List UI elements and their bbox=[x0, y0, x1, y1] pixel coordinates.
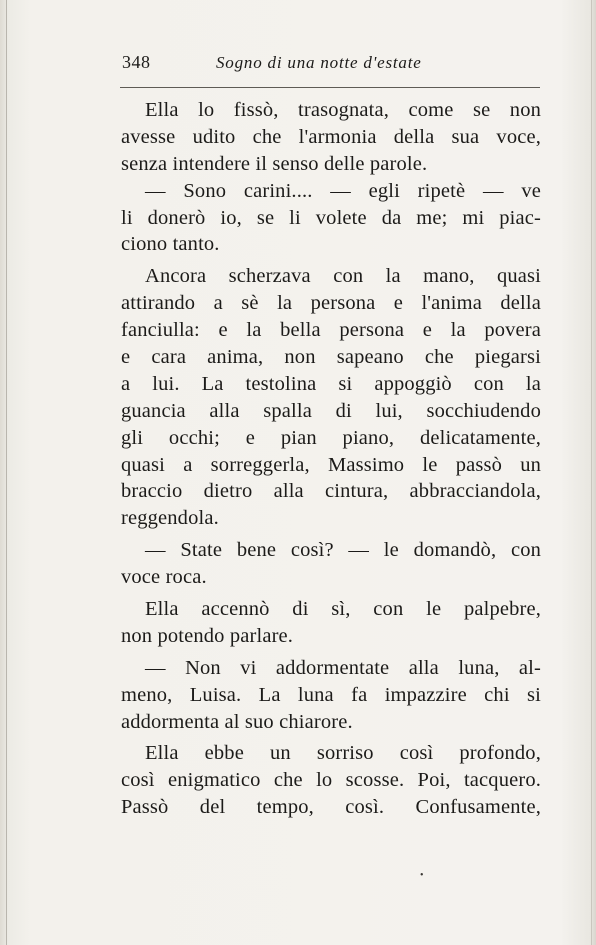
running-title: Sogno di una notte d'estate bbox=[216, 53, 422, 72]
text-line: così enigmatico che lo scosse. Poi, tacquero. bbox=[121, 769, 541, 792]
text-line: voce roca. bbox=[121, 566, 207, 589]
header-rule bbox=[120, 87, 540, 88]
text-line: non potendo parlare. bbox=[121, 624, 294, 647]
text-line: a lui. La testolina si appoggiò con la bbox=[121, 372, 541, 395]
text-line: Ancora scherzava con la mano, quasi bbox=[145, 265, 541, 288]
text-line: gli occhi; e pian piano, delicatamente, bbox=[121, 426, 541, 449]
text-line: guancia alla spalla di lui, socchiudendo bbox=[121, 399, 541, 422]
text-line: reggendola. bbox=[121, 507, 219, 530]
text-line: e cara anima, non sapeano che piegarsi bbox=[121, 346, 541, 369]
page-right-edge bbox=[591, 0, 592, 945]
text-line: Ella ebbe un sorriso così profondo, bbox=[145, 742, 541, 765]
text-line: ciono tanto. bbox=[121, 233, 220, 256]
text-line: addormenta al suo chiarore. bbox=[121, 710, 353, 733]
text-line: — Sono carini.... — egli ripetè — ve bbox=[145, 179, 541, 202]
text-line: quasi a sorreggerla, Massimo le passò un bbox=[121, 453, 541, 476]
running-header bbox=[120, 48, 540, 78]
text-line: avesse udito che l'armonia della sua voce, bbox=[121, 125, 541, 148]
text-line: fanciulla: e la bella persona e la povera bbox=[121, 319, 541, 342]
text-line: li donerò io, se li volete da me; mi piac- bbox=[121, 206, 541, 229]
text-line: — State bene così? — le domandò, con bbox=[145, 539, 541, 562]
text-line: Passò del tempo, così. Confusamente, bbox=[121, 796, 541, 819]
text-line: Ella lo fissò, trasognata, come se non bbox=[145, 99, 541, 121]
text-line: attirando a sè la persona e l'anima della bbox=[121, 292, 541, 315]
text-line: meno, Luisa. La luna fa impazzire chi si bbox=[121, 683, 541, 706]
text-line: — Non vi addormentate alla luna, al- bbox=[145, 656, 541, 679]
text-line: Ella accennò di sì, con le palpebre, bbox=[145, 598, 541, 621]
text-line: braccio dietro alla cintura, abbracciandola, bbox=[121, 480, 541, 503]
footer-mark: • bbox=[420, 870, 424, 881]
page-left-edge bbox=[6, 0, 7, 945]
body-text bbox=[121, 97, 541, 821]
page-number: 348 bbox=[122, 52, 151, 72]
text-line: senza intendere il senso delle parole. bbox=[121, 152, 428, 175]
